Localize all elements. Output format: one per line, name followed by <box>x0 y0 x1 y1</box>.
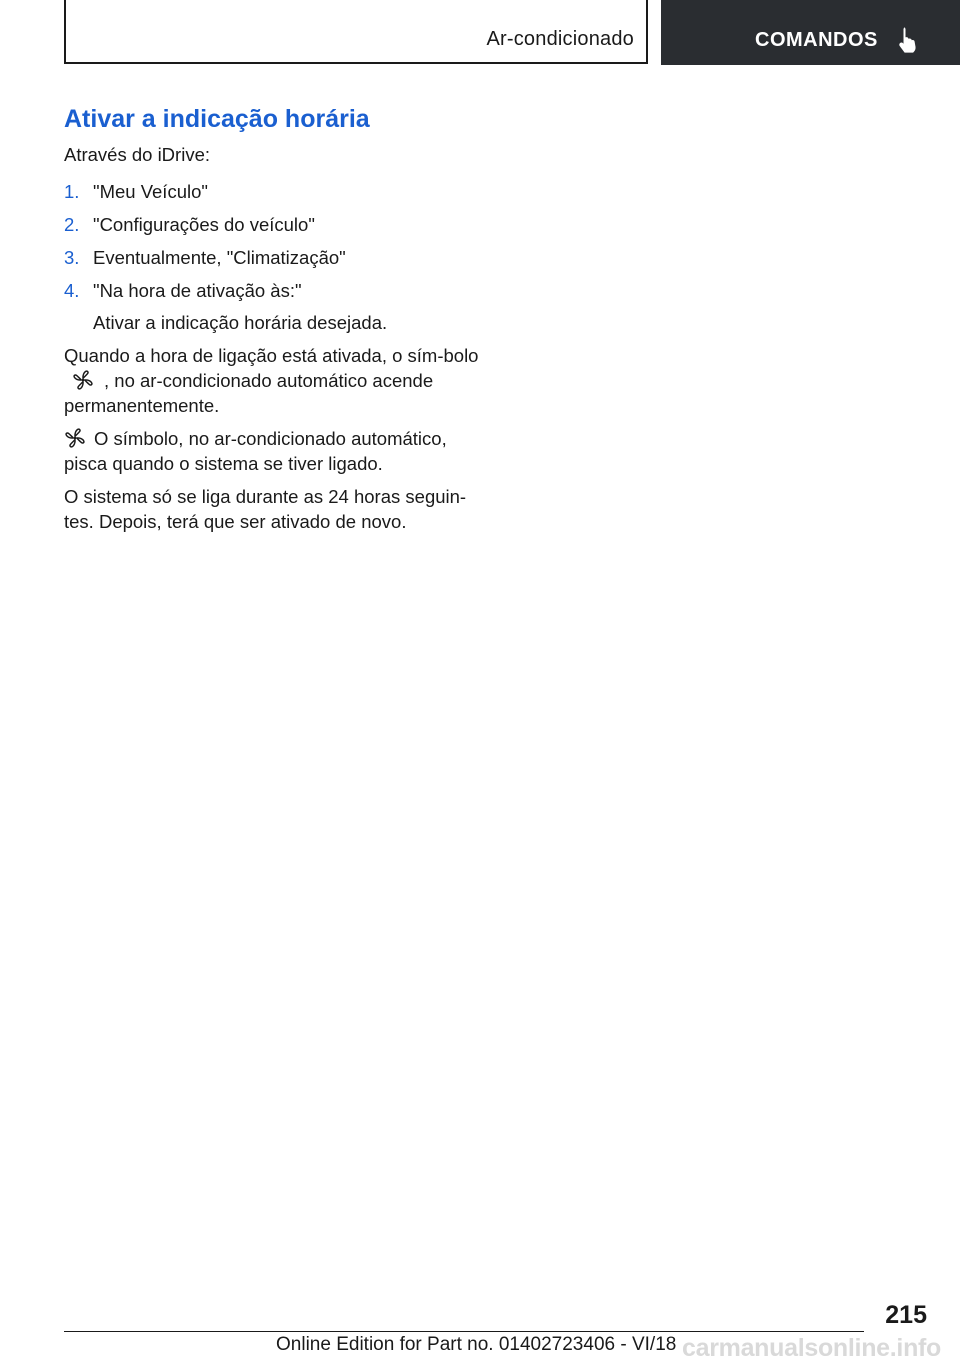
paragraph-text-after-icon: , no ar-condicionado automático acende permanentemente. <box>64 370 434 416</box>
list-item <box>64 245 484 270</box>
list-item <box>64 278 484 303</box>
step-note: Ativar a indicação horária desejada. <box>93 312 388 333</box>
step-number: 4. <box>64 280 80 301</box>
page-title: Ativar a indicação horária <box>64 105 370 133</box>
list-item <box>64 179 484 204</box>
step-text: "Na hora de ativação às:" <box>93 280 302 301</box>
chapter-tab[interactable] <box>661 0 960 65</box>
paragraph-symbol-blinks <box>64 426 484 476</box>
section-title: Ar-condicionado <box>486 28 634 50</box>
footer-divider <box>64 1331 864 1332</box>
fan-icon <box>64 427 86 449</box>
intro-text: Através do iDrive: <box>64 144 210 165</box>
paragraph-hour-active <box>64 343 484 418</box>
paragraph-24-hours: O sistema só se liga durante as 24 horas seguin-tes. Depois, terá que ser ativado de novo. <box>64 486 467 532</box>
footer-edition-text: Online Edition for Part no. 01402723406 - VI/18 <box>276 1334 677 1355</box>
paragraph-text: O símbolo, no ar-condicionado automático, pisca quando o sistema se tiver ligado. <box>64 428 447 474</box>
main-content <box>64 102 484 534</box>
paragraph-text-before-icon: Quando a hora de ligação está ativada, o sím-bolo <box>64 345 479 366</box>
step-text: Eventualmente, "Climatização" <box>93 247 346 268</box>
hand-pointer-icon <box>897 26 919 54</box>
step-number: 3. <box>64 247 80 268</box>
list-item <box>64 212 484 237</box>
chapter-label: COMANDOS <box>755 29 878 51</box>
fan-icon <box>72 369 94 391</box>
page-number: 215 <box>885 1301 927 1329</box>
steps-list <box>64 179 484 303</box>
step-number: 1. <box>64 181 80 202</box>
watermark: carmanualsonline.info <box>682 1334 942 1362</box>
step-number: 2. <box>64 214 80 235</box>
step-text: "Configurações do veículo" <box>93 214 315 235</box>
step-text: "Meu Veículo" <box>93 181 208 202</box>
header-section-box <box>64 0 648 64</box>
